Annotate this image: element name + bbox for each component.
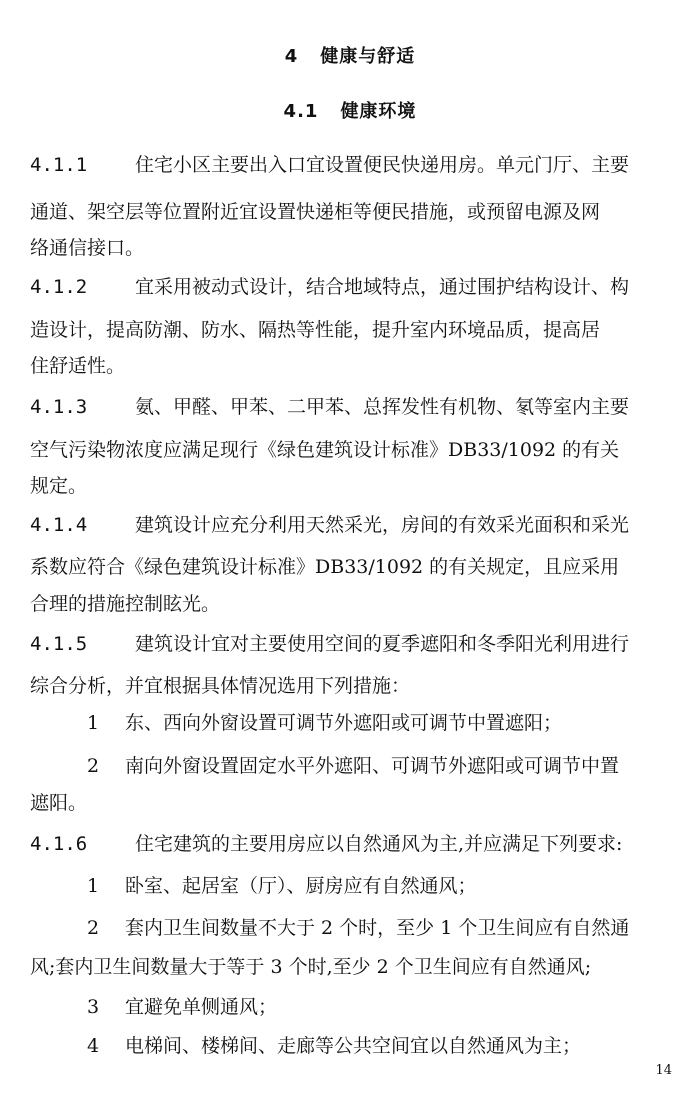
item-text: 遮阳。 (30, 792, 88, 814)
clause-4-1-5-line-1 (30, 628, 680, 660)
item-text: 宜避免单侧通风； (125, 996, 278, 1018)
clause-4-1-2-line-1 (30, 271, 680, 303)
clause-number: 4.1.4 (30, 514, 88, 536)
item-text: 东、西向外窗设置可调节外遮阳或可调节中置遮阳； (125, 712, 563, 734)
clause-text: 络通信接口。 (30, 237, 145, 259)
clause-number: 4.1.1 (30, 154, 88, 176)
clause-text: 综合分析，并宜根据具体情况选用下列措施： (30, 675, 411, 697)
clause-4-1-2-line-3 (30, 350, 680, 382)
clause-text: 住宅建筑的主要用房应以自然通风为主,并应满足下列要求: (135, 833, 623, 855)
clause-4-1-1-line-1 (30, 149, 680, 181)
item-number: 4 (87, 1035, 100, 1057)
item-text: 卧室、起居室（厅）、厨房应有自然通风； (125, 875, 477, 897)
clause-4-1-6-item-1 (87, 870, 680, 902)
clause-number: 4.1.3 (30, 396, 88, 418)
item-text: 南向外窗设置固定水平外遮阳、可调节外遮阳或可调节中置 (125, 755, 620, 777)
clause-number: 4.1.2 (30, 276, 88, 298)
clause-4-1-6-item-2 (87, 912, 680, 944)
clause-4-1-3-line-2 (30, 434, 680, 466)
clause-4-1-5-item-2-cont (30, 787, 680, 819)
clause-text: 通道、架空层等位置附近宜设置快递柜等便民措施，或预留电源及网 (30, 201, 601, 223)
clause-text: 住宅小区主要出入口宜设置便民快递用房。单元门厅、主要 (135, 154, 630, 176)
clause-4-1-1-line-3 (30, 232, 680, 264)
clause-4-1-3-line-1 (30, 391, 680, 423)
clause-text: 合理的措施控制眩光。 (30, 593, 221, 615)
section-title-text: 健康环境 (340, 101, 417, 122)
clause-text: 住舒适性。 (30, 355, 126, 377)
clause-4-1-3-line-3 (30, 470, 680, 502)
clause-4-1-4-line-2 (30, 551, 680, 583)
item-number: 2 (87, 917, 100, 939)
clause-4-1-5-item-1 (87, 707, 680, 739)
clause-text: 空气污染物浓度应满足现行《绿色建筑设计标准》DB33/1092 的有关 (30, 439, 620, 461)
clause-4-1-4-line-1 (30, 509, 680, 541)
clause-4-1-6-line-1 (30, 828, 680, 860)
clause-4-1-5-line-2 (30, 670, 680, 702)
clause-text: 建筑设计应充分利用天然采光，房间的有效采光面积和采光 (135, 514, 630, 536)
item-number: 2 (87, 755, 100, 777)
clause-text: 规定。 (30, 475, 88, 497)
clause-text: 系数应符合《绿色建筑设计标准》DB33/1092 的有关规定，且应采用 (30, 556, 620, 578)
item-number: 3 (87, 996, 100, 1018)
clause-4-1-6-item-4 (87, 1030, 680, 1062)
section-number: 4.1 (283, 101, 319, 122)
clause-4-1-6-item-3 (87, 991, 680, 1023)
chapter-title-text: 健康与舒适 (320, 46, 416, 67)
clause-4-1-5-item-2 (87, 750, 680, 782)
clause-4-1-2-line-2 (30, 314, 680, 346)
item-text: 套内卫生间数量不大于 2 个时，至少 1 个卫生间应有自然通 (125, 917, 630, 939)
clause-text: 氨、甲醛、甲苯、二甲苯、总挥发性有机物、氡等室内主要 (135, 396, 630, 418)
clause-text: 建筑设计宜对主要使用空间的夏季遮阳和冬季阳光利用进行 (135, 633, 630, 655)
clause-number: 4.1.6 (30, 833, 88, 855)
clause-4-1-4-line-3 (30, 588, 680, 620)
clause-text: 宜采用被动式设计，结合地域特点，通过围护结构设计、构 (135, 276, 630, 298)
item-number: 1 (87, 875, 100, 897)
item-text: 电梯间、楼梯间、走廊等公共空间宜以自然通风为主； (125, 1035, 582, 1057)
item-number: 1 (87, 712, 100, 734)
clause-text: 造设计，提高防潮、防水、隔热等性能，提升室内环境品质，提高居 (30, 319, 601, 341)
clause-number: 4.1.5 (30, 633, 88, 655)
clause-4-1-1-line-2 (30, 196, 680, 228)
page-number: 14 (655, 1063, 672, 1078)
item-text: 风;套内卫生间数量大于等于 3 个时,至少 2 个卫生间应有自然通风; (30, 956, 592, 978)
clause-4-1-6-item-2-cont (30, 951, 680, 983)
chapter-number: 4 (284, 46, 299, 67)
